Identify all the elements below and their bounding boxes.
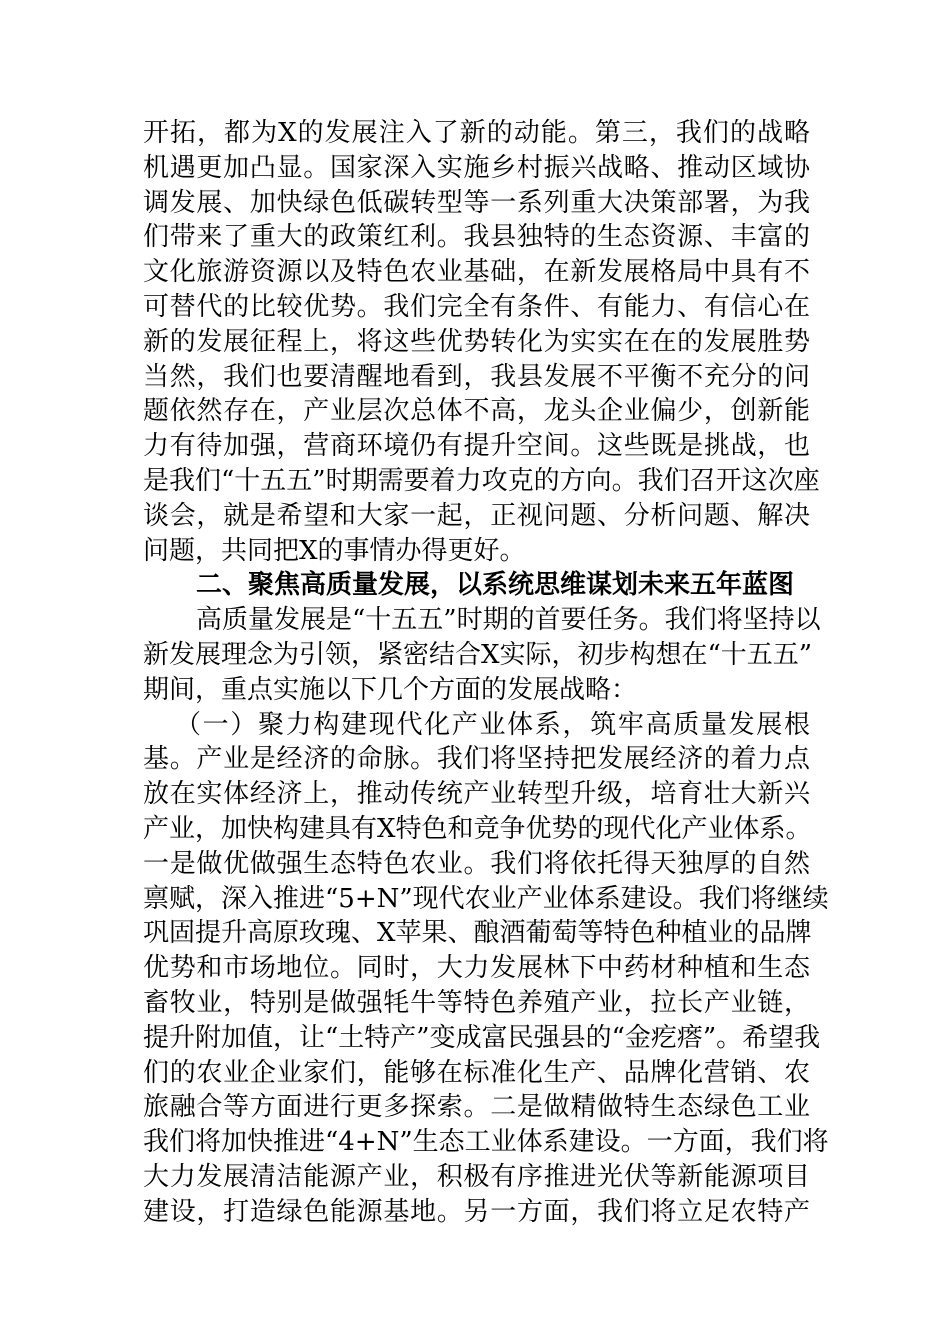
- text-line: 产业，加快构建具有X特色和竞争优势的现代化产业体系。: [143, 813, 812, 844]
- text-line: 提升附加值，让“土特产”变成富民强县的“金疙瘩”。希望我: [143, 1022, 821, 1053]
- text-line: 建设，打造绿色能源基地。另一方面，我们将立足农特产: [143, 1196, 810, 1227]
- text-line: 是我们“十五五”时期需要着力攻克的方向。我们召开这次座: [143, 465, 820, 496]
- text-line: 新的发展征程上，将这些优势转化为实实在在的发展胜势: [143, 326, 810, 357]
- text-line: 放在实体经济上，推动传统产业转型升级，培育壮大新兴: [143, 779, 810, 810]
- text-line: 期间，重点实施以下几个方面的发展战略：: [143, 674, 638, 705]
- text-line: 谈会，就是希望和大家一起，正视问题、分析问题、解决: [143, 500, 810, 531]
- text-line: 开拓，都为X的发展注入了新的动能。第三，我们的战略: [143, 118, 810, 148]
- text-line: 我们将加快推进“4+N”生态工业体系建设。一方面，我们将: [143, 1127, 829, 1158]
- text-line: 一是做优做强生态特色农业。我们将依托得天独厚的自然: [143, 848, 810, 879]
- text-line: 高质量发展是“十五五”时期的首要任务。我们将坚持以: [196, 605, 821, 636]
- text-line: 们带来了重大的政策红利。我县独特的生态资源、丰富的: [143, 222, 810, 253]
- text-line: 机遇更加凸显。国家深入实施乡村振兴战略、推动区域协: [143, 152, 810, 183]
- document-body: [143, 116, 829, 1230]
- text-line: 畜牧业，特别是做强牦牛等特色养殖产业，拉长产业链，: [143, 987, 810, 1018]
- text-line: 基。产业是经济的命脉。我们将坚持把发展经济的着力点: [143, 744, 810, 775]
- text-line: 优势和市场地位。同时，大力发展林下中药材种植和生态: [143, 953, 810, 984]
- text-line: 文化旅游资源以及特色农业基础，在新发展格局中具有不: [143, 257, 810, 288]
- text-line: 新发展理念为引领，紧密结合X实际，初步构想在“十五五”: [143, 639, 813, 670]
- subsection-heading-line: （一）聚力构建现代化产业体系，筑牢高质量发展根: [175, 709, 810, 740]
- text-line: 禀赋，深入推进“5+N”现代农业产业体系建设。我们将继续: [143, 883, 829, 914]
- text-line: 问题，共同把X的事情办得更好。: [143, 535, 526, 566]
- text-line: 大力发展清洁能源产业，积极有序推进光伏等新能源项目: [143, 1161, 810, 1192]
- section-heading: 二、聚焦高质量发展，以系统思维谋划未来五年蓝图: [196, 570, 795, 601]
- text-line: 题依然存在，产业层次总体不高，龙头企业偏少，创新能: [143, 396, 810, 427]
- text-line: 力有待加强，营商环境仍有提升空间。这些既是挑战，也: [143, 431, 810, 462]
- text-line: 们的农业企业家们，能够在标准化生产、品牌化营销、农: [143, 1057, 810, 1088]
- text-line: 旅融合等方面进行更多探索。二是做精做特生态绿色工业: [143, 1092, 810, 1123]
- text-line: 当然，我们也要清醒地看到，我县发展不平衡不充分的问: [143, 361, 810, 392]
- text-line: 可替代的比较优势。我们完全有条件、有能力、有信心在: [143, 291, 810, 322]
- text-line: 调发展、加快绿色低碳转型等一系列重大决策部署，为我: [143, 187, 810, 218]
- text-line: 巩固提升高原玫瑰、X苹果、酿酒葡萄等特色种植业的品牌: [143, 918, 812, 949]
